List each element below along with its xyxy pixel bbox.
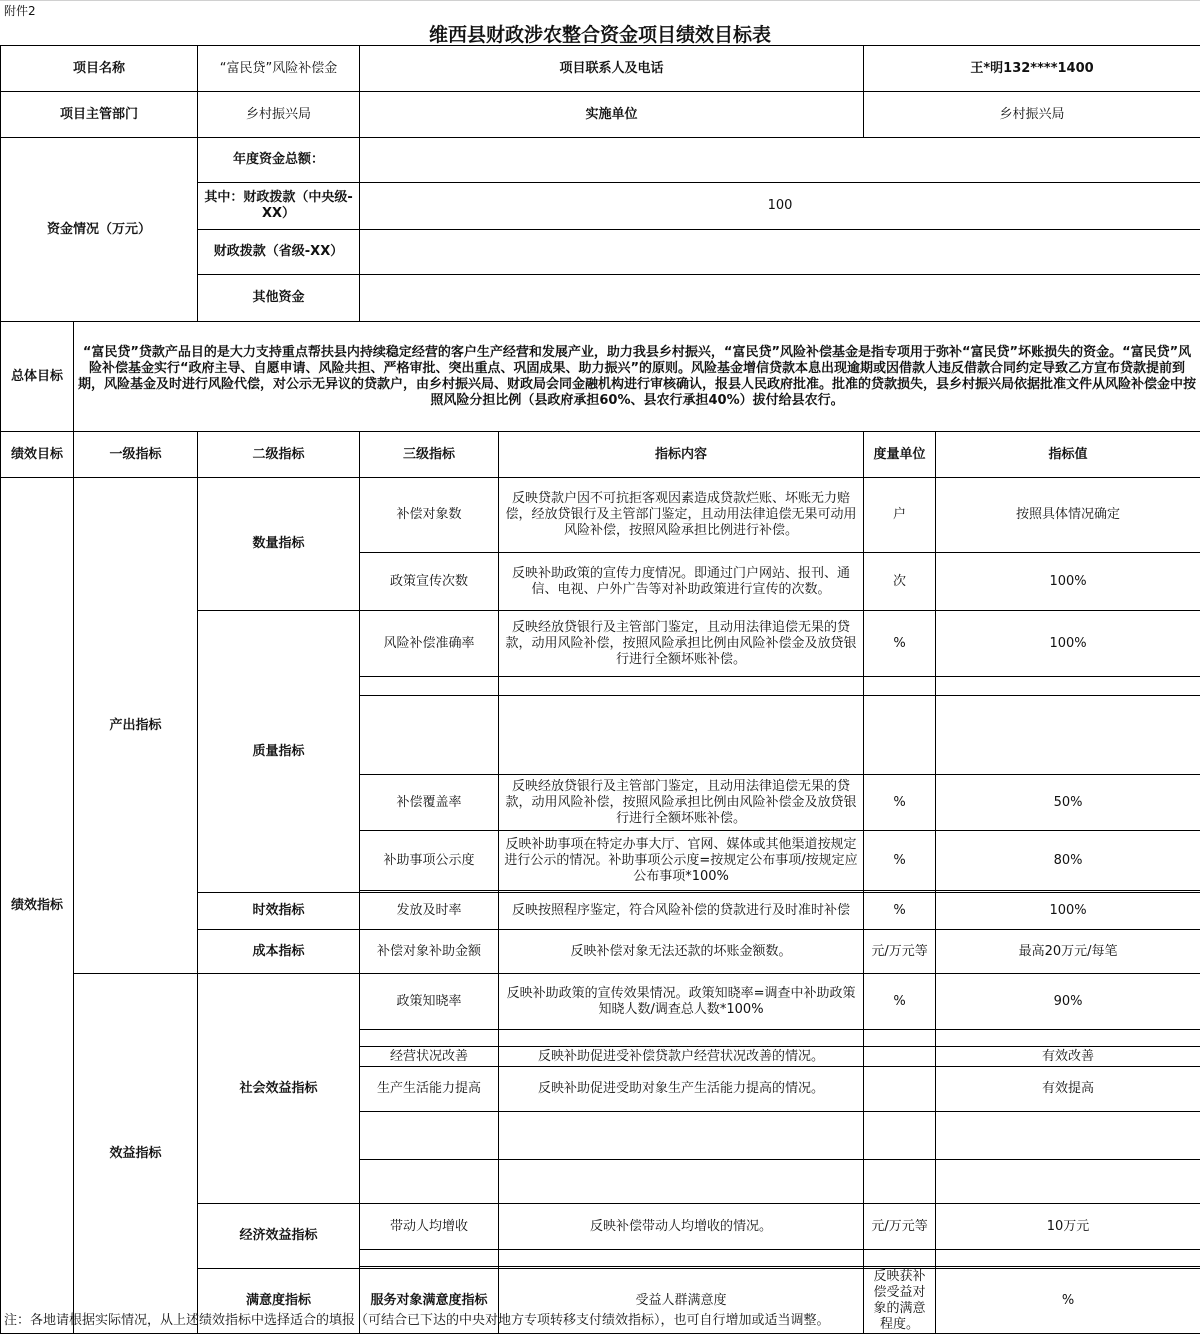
indicator-unit: 元/万元等	[864, 930, 936, 974]
empty-cell[interactable]	[936, 696, 1200, 775]
indicator-unit: %	[864, 893, 936, 930]
performance-table	[0, 45, 1200, 1334]
indicator-content: 反映补助政策的宣传效果情况。政策知晓率=调查中补助政策知晓人数/调查总人数*100%	[499, 974, 864, 1030]
indicator-value[interactable]: 100%	[936, 611, 1200, 677]
empty-cell[interactable]	[936, 1250, 1200, 1267]
indicator-value[interactable]: 50%	[936, 775, 1200, 831]
level3-name: 经营状况改善	[360, 1047, 499, 1067]
empty-cell[interactable]	[864, 1250, 936, 1267]
empty-cell[interactable]	[360, 1030, 499, 1047]
empty-cell[interactable]	[499, 1160, 864, 1204]
level3-name: 生产生活能力提高	[360, 1067, 499, 1112]
goal-label: 总体目标	[1, 322, 74, 432]
page-title: 维西县财政涉农整合资金项目绩效目标表	[428, 24, 771, 46]
empty-cell[interactable]	[499, 1250, 864, 1267]
empty-cell[interactable]	[499, 696, 864, 775]
empty-cell[interactable]	[499, 677, 864, 696]
level2-quantity: 数量指标	[198, 478, 360, 611]
level2-social: 社会效益指标	[198, 974, 360, 1204]
funds-other-value[interactable]	[360, 275, 1200, 322]
dept-value[interactable]: 乡村振兴局	[198, 92, 360, 138]
level2-economic: 经济效益指标	[198, 1204, 360, 1269]
indicator-unit	[864, 1067, 936, 1112]
level3-name: 补偿对象补助金额	[360, 930, 499, 974]
level3-name: 补偿对象数	[360, 478, 499, 553]
attachment-label: 附件2	[4, 4, 36, 18]
project-name-label: 项目名称	[1, 46, 198, 92]
empty-cell[interactable]	[936, 677, 1200, 696]
level3-name: 带动人均增收	[360, 1204, 499, 1250]
goal-text: “富民贷”贷款产品目的是大力支持重点帮扶县内持续稳定经营的客户生产经营和发展产业，助力我县乡村振兴，“富民贷”风险补偿基金是指专项用于弥补“富民贷”坏账损失的资金。“富民贷”风险补偿基金实行“政府主导、自愿申请、风险共担、严格审批、突出重点、巩固成果、助力振兴”的原则。风险基金增信贷款本息出现逾期或因借款人违反借款合同约定导致乙方宣布贷款提前到期，风险基金及时进行风险代偿，对公示无异议的贷款户，由乡村振兴局、财政局会同金融机构进行审核确认，报县人民政府批准。批准的贷款损失，县乡村振兴局依据批准文件从风险补偿金中按照风险分担比例（县政府承担60%、县农行承担40%）拔付给县农行。	[74, 322, 1200, 432]
empty-cell[interactable]	[864, 696, 936, 775]
perf-indicator-label: 绩效指标	[1, 478, 74, 1334]
empty-cell[interactable]	[864, 1030, 936, 1047]
table-row	[1, 974, 1200, 1030]
indicator-content: 反映补助促进受补偿贷款户经营状况改善的情况。	[499, 1047, 864, 1067]
indicator-unit: 户	[864, 478, 936, 553]
indicator-content: 反映按照程序鉴定，符合风险补偿的贷款进行及时准时补偿	[499, 893, 864, 930]
level3-name: 受益人群满意度	[499, 1269, 864, 1334]
indicator-value[interactable]: 100%	[936, 553, 1200, 611]
dept-label: 项目主管部门	[1, 92, 198, 138]
indicator-unit: %	[864, 611, 936, 677]
indicator-content: 反映补助事项在特定办事大厅、官网、媒体或其他渠道按规定进行公示的情况。补助事项公示度=按规定公布事项/按规定应公布事项*100%	[499, 831, 864, 891]
indicator-value[interactable]: 最高20万元/每笔	[936, 930, 1200, 974]
table-row	[1, 478, 1200, 553]
indicator-value[interactable]: 按照具体情况确定	[936, 478, 1200, 553]
indicator-value[interactable]: 100%	[936, 893, 1200, 930]
level1-satisfaction: 满意度指标	[198, 1269, 360, 1334]
level2-service: 服务对象满意度指标	[360, 1269, 499, 1334]
table-row	[1, 46, 1200, 92]
indicator-unit: 次	[864, 553, 936, 611]
table-row	[1, 92, 1200, 138]
table-row	[1, 138, 1200, 183]
empty-cell[interactable]	[360, 1160, 499, 1204]
funds-other-label: 其他资金	[198, 275, 360, 322]
funds-central-value[interactable]: 100	[360, 183, 1200, 230]
sheet-top-gridline	[0, 0, 1200, 1]
indicator-value[interactable]: 有效改善	[936, 1047, 1200, 1067]
funds-province-label: 财政拨款（省级-XX）	[198, 230, 360, 275]
col-value: 指标值	[936, 432, 1200, 478]
funds-label: 资金情况（万元）	[1, 138, 198, 322]
indicator-value[interactable]: 90%	[936, 974, 1200, 1030]
col-content: 指标内容	[499, 432, 864, 478]
indicator-value[interactable]: 10万元	[936, 1204, 1200, 1250]
col-unit: 度量单位	[864, 432, 936, 478]
indicator-content: 反映补偿带动人均增收的情况。	[499, 1204, 864, 1250]
project-name-value[interactable]: “富民贷”风险补偿金	[198, 46, 360, 92]
unit-value[interactable]: 乡村振兴局	[864, 92, 1200, 138]
empty-cell[interactable]	[360, 677, 499, 696]
empty-cell[interactable]	[864, 1112, 936, 1160]
empty-cell[interactable]	[936, 1112, 1200, 1160]
unit-label: 实施单位	[360, 92, 864, 138]
empty-cell[interactable]	[360, 696, 499, 775]
level3-name: 政策知晓率	[360, 974, 499, 1030]
level2-cost: 成本指标	[198, 930, 360, 974]
empty-cell[interactable]	[360, 1250, 499, 1267]
funds-province-value[interactable]	[360, 230, 1200, 275]
indicator-unit: %	[864, 775, 936, 831]
level3-name: 补助事项公示度	[360, 831, 499, 891]
indicator-value[interactable]: 80%	[936, 831, 1200, 891]
table-header-row	[1, 432, 1200, 478]
contact-label: 项目联系人及电话	[360, 46, 864, 92]
indicator-content: 反映获补偿受益对象的满意程度。	[864, 1269, 936, 1334]
col-level1: 一级指标	[74, 432, 198, 478]
indicator-content: 反映经放贷银行及主管部门鉴定，且动用法律追偿无果的贷款，动用风险补偿，按照风险承担比例由风险补偿金及放贷银行进行全额坏账补偿。	[499, 611, 864, 677]
funds-central-label: 其中：财政拨款（中央级-XX）	[198, 183, 360, 230]
indicator-unit: %	[864, 974, 936, 1030]
level1-benefit: 效益指标	[74, 974, 198, 1334]
footnote: 注：各地请根据实际情况，从上述绩效指标中选择适合的填报（可结合已下达的中央对地方专项转移支付绩效指标），也可自行增加或适当调整。	[4, 1313, 830, 1328]
indicator-content: 反映贷款户因不可抗拒客观因素造成贷款烂账、坏账无力赔偿，经放贷银行及主管部门鉴定，且动用法律追偿无果可动用风险补偿，按照风险承担比例进行补偿。	[499, 478, 864, 553]
level3-name: 风险补偿准确率	[360, 611, 499, 677]
level1-output: 产出指标	[74, 478, 198, 974]
contact-value[interactable]: 王*明132****1400	[864, 46, 1200, 92]
funds-total-label: 年度资金总额：	[198, 138, 360, 183]
indicator-unit: 元/万元等	[864, 1204, 936, 1250]
level2-time: 时效指标	[198, 893, 360, 930]
level3-name: 补偿覆盖率	[360, 775, 499, 831]
level3-name: 政策宣传次数	[360, 553, 499, 611]
table-row	[1, 322, 1200, 432]
indicator-content: 反映经放贷银行及主管部门鉴定，且动用法律追偿无果的贷款，动用风险补偿，按照风险承担比例由风险补偿金及放贷银行进行全额坏账补偿。	[499, 775, 864, 831]
indicator-content: 反映补助促进受助对象生产生活能力提高的情况。	[499, 1067, 864, 1112]
indicator-value[interactable]: 有效提高	[936, 1067, 1200, 1112]
indicator-content: 反映补助政策的宣传力度情况。即通过门户网站、报刊、通信、电视、户外广告等对补助政策进行宣传的次数。	[499, 553, 864, 611]
empty-cell[interactable]	[864, 677, 936, 696]
empty-cell[interactable]	[936, 1160, 1200, 1204]
indicator-content: 反映补偿对象无法还款的坏账金额数。	[499, 930, 864, 974]
empty-cell[interactable]	[360, 1112, 499, 1160]
col-level2: 二级指标	[198, 432, 360, 478]
indicator-unit: %	[864, 831, 936, 891]
empty-cell[interactable]	[499, 1030, 864, 1047]
empty-cell[interactable]	[499, 1112, 864, 1160]
col-perf-goal: 绩效目标	[1, 432, 74, 478]
indicator-unit: %	[936, 1269, 1200, 1334]
col-level3: 三级指标	[360, 432, 499, 478]
level2-quality: 质量指标	[198, 611, 360, 893]
indicator-unit	[864, 1047, 936, 1067]
funds-total-value[interactable]	[360, 138, 1200, 183]
empty-cell[interactable]	[936, 1030, 1200, 1047]
level3-name: 发放及时率	[360, 893, 499, 930]
empty-cell[interactable]	[864, 1160, 936, 1204]
